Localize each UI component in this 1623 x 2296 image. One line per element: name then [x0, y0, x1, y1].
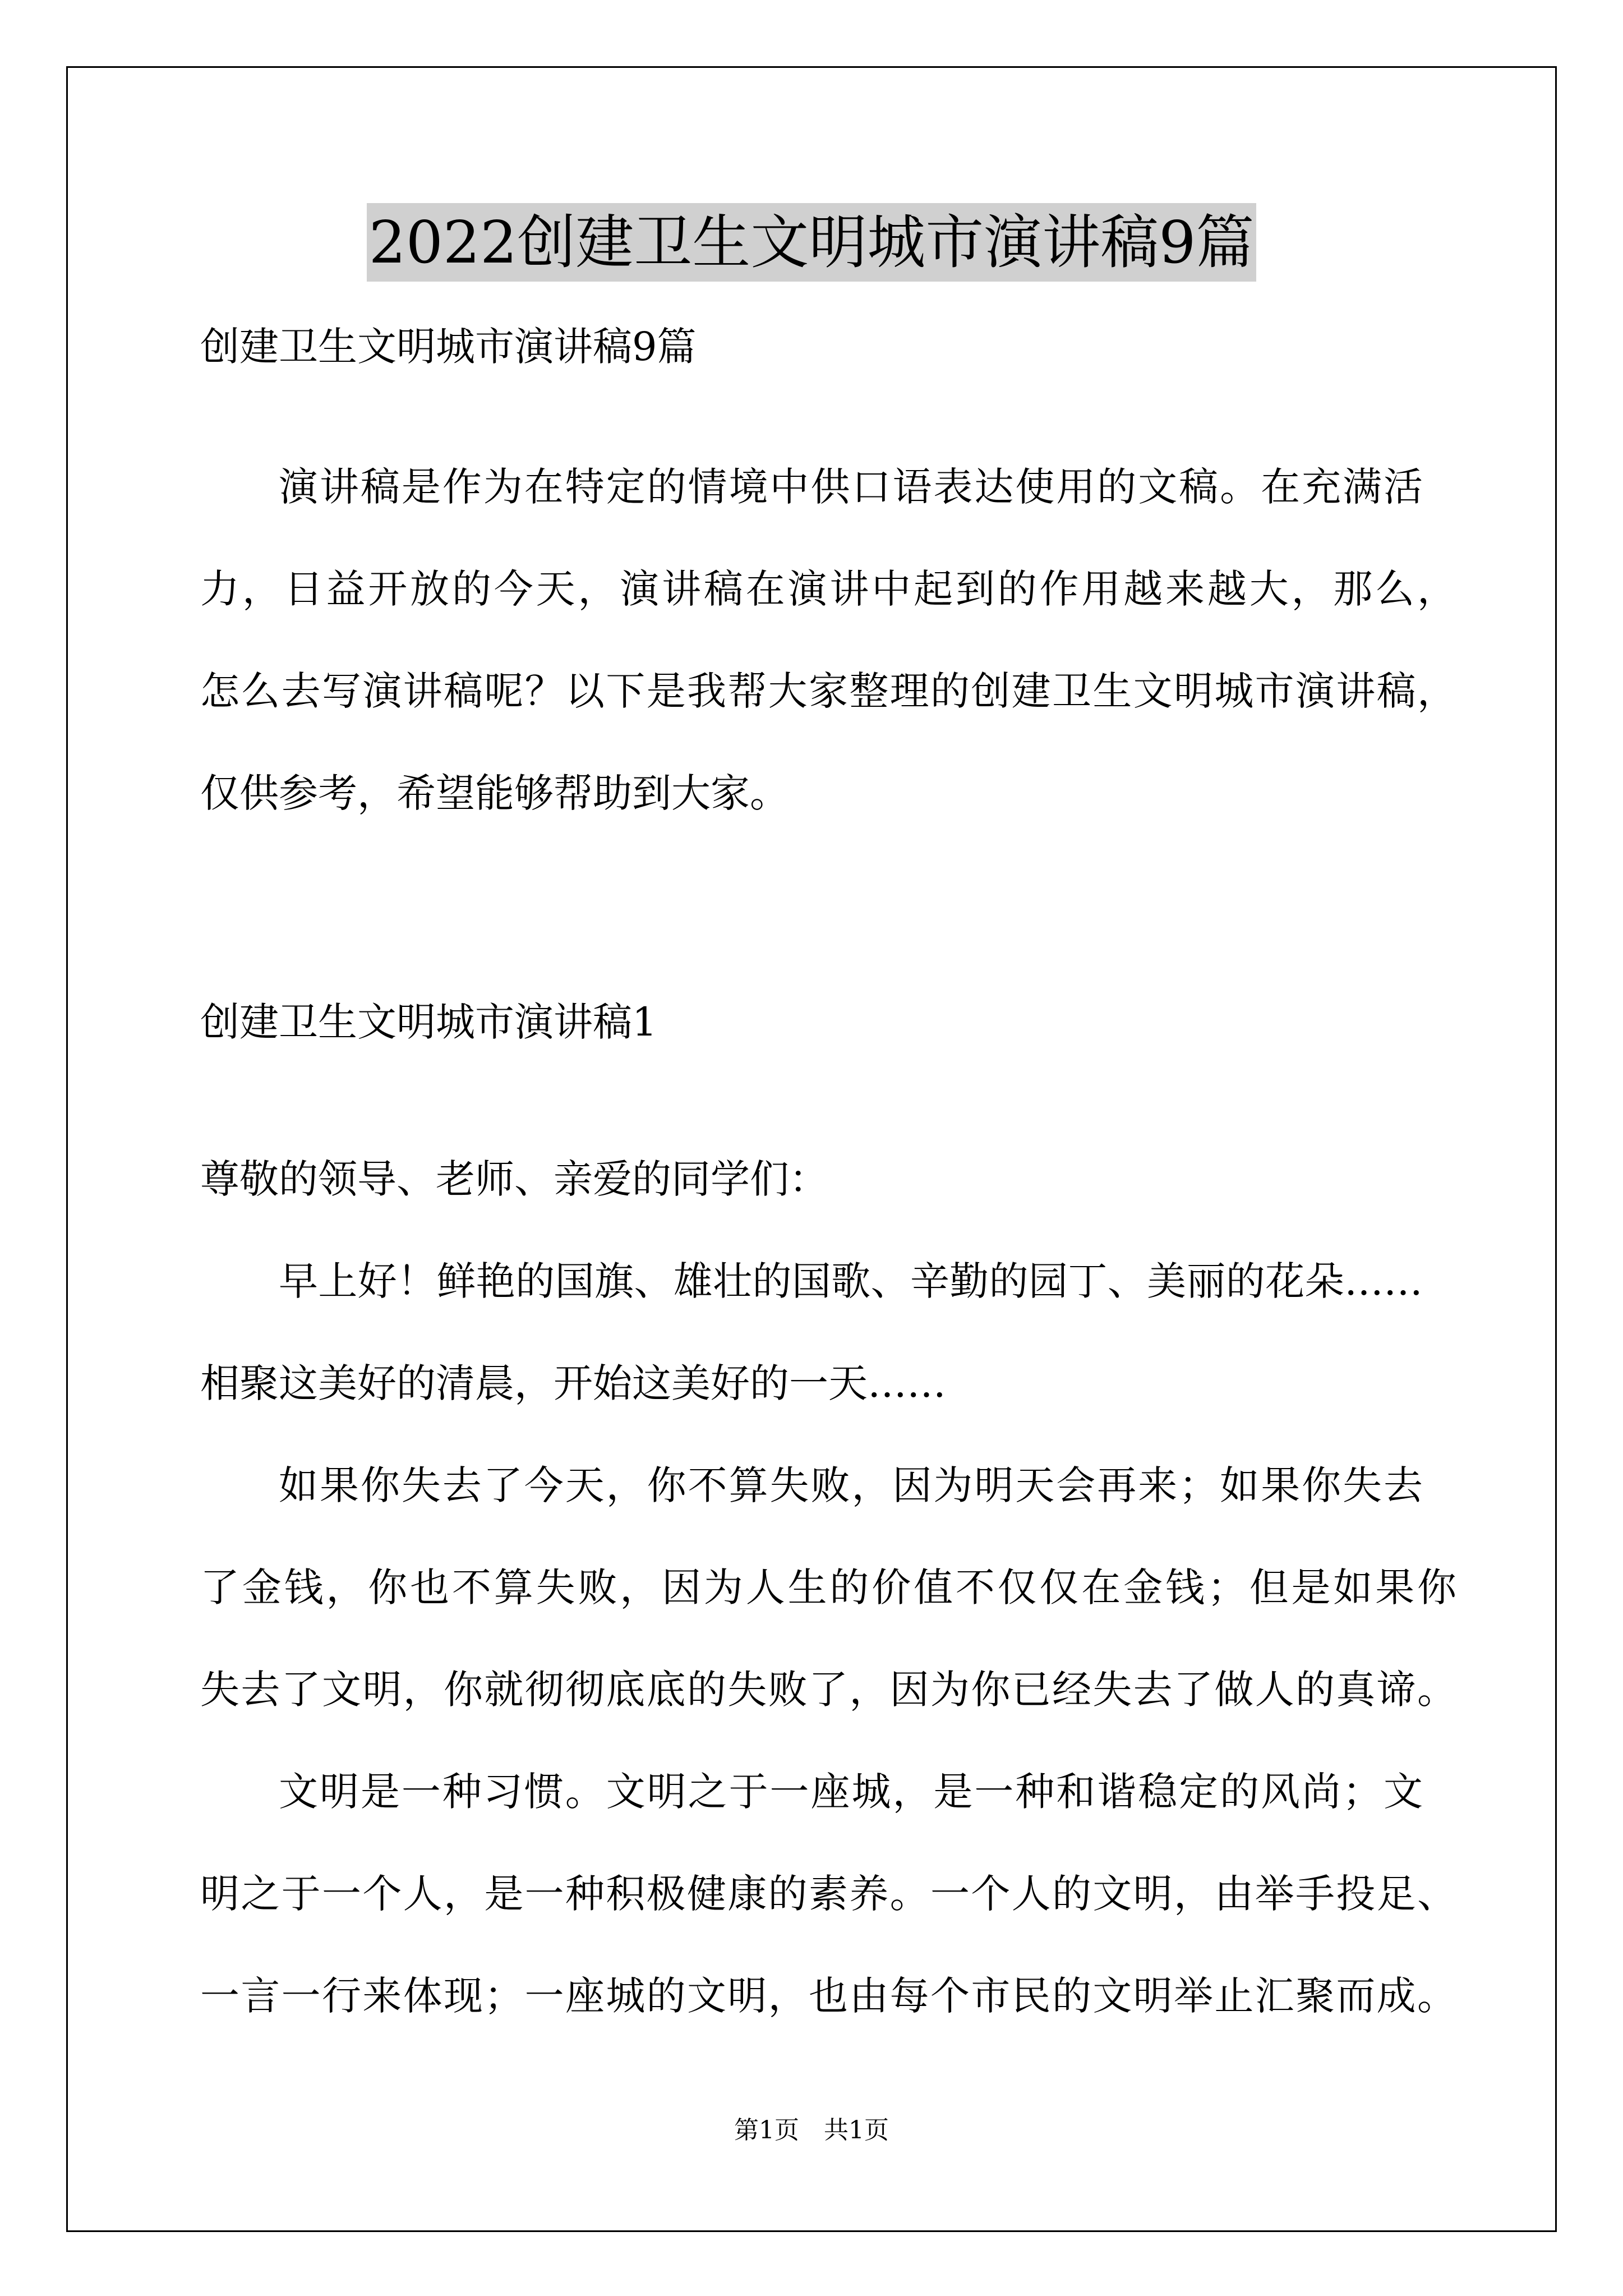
title-container — [0, 203, 1623, 282]
paragraph-line: 早上好！鲜艳的国旗、雄壮的国歌、辛勤的园丁、美丽的花朵…… — [279, 1258, 1423, 1304]
document-title: 2022创建卫生文明城市演讲稿9篇 — [367, 203, 1257, 282]
intro-line: 演讲稿是作为在特定的情境中供口语表达使用的文稿。在充满活 — [279, 464, 1423, 510]
salutation: 尊敬的领导、老师、亲爱的同学们： — [200, 1156, 828, 1202]
intro-line: 怎么去写演讲稿呢？以下是我帮大家整理的创建卫生文明城市演讲稿， — [200, 668, 1456, 714]
section-heading: 创建卫生文明城市演讲稿1 — [200, 999, 657, 1045]
paragraph-line: 相聚这美好的清晨，开始这美好的一天…… — [200, 1360, 946, 1406]
paragraph-line: 了金钱，你也不算失败，因为人生的价值不仅仅在金钱；但是如果你 — [200, 1565, 1456, 1611]
paragraph-line: 文明是一种习惯。文明之于一座城，是一种和谐稳定的风尚；文 — [279, 1769, 1423, 1815]
intro-line: 力，日益开放的今天，演讲稿在演讲中起到的作用越来越大，那么， — [200, 566, 1456, 612]
paragraph-line: 失去了文明，你就彻彻底底的失败了，因为你已经失去了做人的真谛。 — [200, 1667, 1456, 1713]
paragraph-line: 如果你失去了今天，你不算失败，因为明天会再来；如果你失去 — [279, 1462, 1423, 1508]
page-footer: 第1页 共1页 — [734, 2116, 889, 2145]
document-subtitle: 创建卫生文明城市演讲稿9篇 — [200, 324, 697, 370]
intro-line: 仅供参考，希望能够帮助到大家。 — [200, 770, 789, 816]
paragraph-line: 明之于一个人，是一种积极健康的素养。一个人的文明，由举手投足、 — [200, 1871, 1456, 1917]
paragraph-line: 一言一行来体现；一座城的文明，也由每个市民的文明举止汇聚而成。 — [200, 1973, 1456, 2019]
